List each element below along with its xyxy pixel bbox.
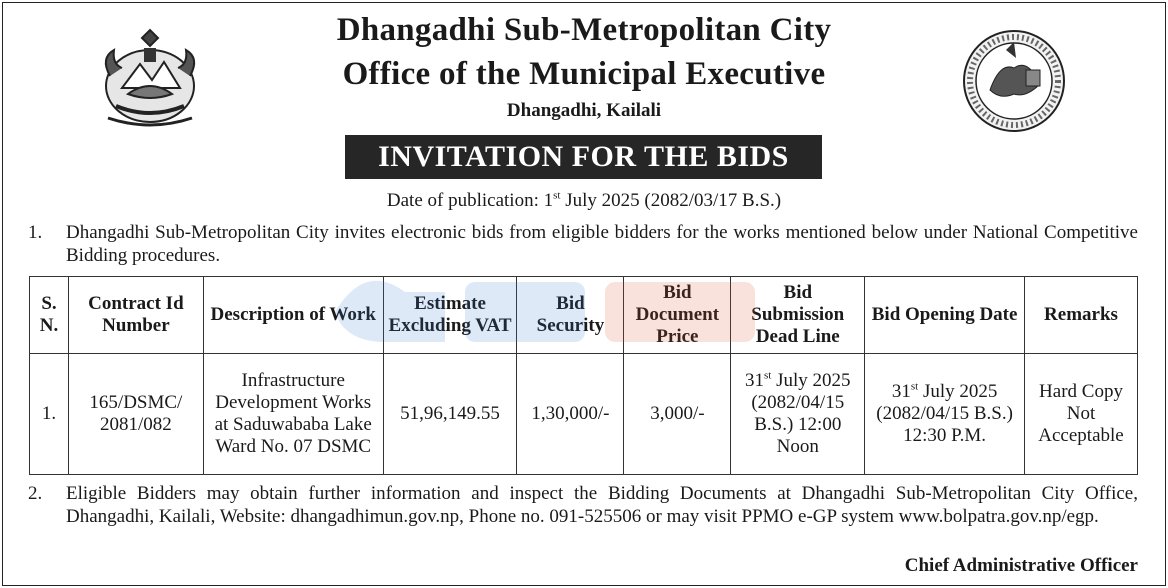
paragraph-1-text: Dhangadhi Sub-Metropolitan City invites electronic bids from eligible bidders for the works mentioned below under National Competitive Bidding procedures. xyxy=(66,222,1138,266)
cell-bid-security: 1,30,000/- xyxy=(517,354,624,475)
header-opening-date: Bid Opening Date xyxy=(865,277,1025,354)
cell-remarks: Hard Copy Not Acceptable xyxy=(1025,354,1138,475)
header-description: Description of Work xyxy=(203,277,383,354)
header-contract-id: Contract Id Number xyxy=(68,277,203,354)
publication-date-rest: July 2025 (2082/03/17 B.S.) xyxy=(560,190,782,211)
deadline-day: 31 xyxy=(745,370,765,391)
table-header-row xyxy=(30,277,1138,354)
publication-ordinal: st xyxy=(553,189,561,202)
table-row xyxy=(30,354,1138,475)
header-estimate: Estimate Excluding VAT xyxy=(383,277,517,354)
cell-contract-id: 165/DSMC/ 2081/082 xyxy=(68,354,203,475)
header-remarks: Remarks xyxy=(1025,277,1138,354)
cell-sn: 1. xyxy=(30,354,69,475)
office-title-line1: Dhangadhi Sub-Metropolitan City xyxy=(336,12,832,48)
cell-estimate: 51,96,149.55 xyxy=(383,354,517,475)
cell-document-price: 3,000/- xyxy=(624,354,731,475)
publication-label: Date of publication: 1 xyxy=(386,190,554,211)
header-bid-security: Bid Security xyxy=(517,277,624,354)
paragraph-2 xyxy=(28,482,1138,528)
deadline-ordinal: st xyxy=(764,369,772,382)
bids-table xyxy=(29,276,1138,475)
office-title-line2: Office of the Municipal Executive xyxy=(342,56,826,92)
cell-opening-date xyxy=(865,354,1025,475)
opening-day: 31 xyxy=(891,381,911,402)
signatory-title: Chief Administrative Officer xyxy=(904,555,1138,576)
paragraph-2-text: Eligible Bidders may obtain further information and inspect the Bidding Documents at Dhangadhi Sub-Metropolitan City Office, Dhangadhi, Kailali, Website: dhangadhimun.gov.np, Phone no. 091-525506 or may visit PPMO e-GP system www.bolpatra.gov.np/egp. xyxy=(66,483,1138,527)
opening-ordinal: st xyxy=(910,380,919,393)
publication-date xyxy=(0,190,1168,212)
header-submission-deadline: Bid Submission Dead Line xyxy=(731,277,865,354)
header-document-price: Bid Document Price xyxy=(624,277,731,354)
office-address: Dhangadhi, Kailali xyxy=(506,100,662,121)
cell-submission-deadline xyxy=(731,354,865,475)
paragraph-1 xyxy=(28,221,1138,267)
cell-description: Infrastructure Development Works at Saduwababa Lake Ward No. 07 DSMC xyxy=(203,354,383,475)
header-sn: S. N. xyxy=(30,277,69,354)
paragraph-2-number: 2. xyxy=(28,483,43,504)
paragraph-1-number: 1. xyxy=(28,222,43,243)
deadline-rest: July 2025 (2082/04/15 B.S.) 12:00 Noon xyxy=(751,370,851,457)
opening-rest: July 2025 (2082/04/15 B.S.) 12:30 P.M. xyxy=(876,381,1013,446)
notice-banner: INVITATION FOR THE BIDS xyxy=(345,135,822,179)
